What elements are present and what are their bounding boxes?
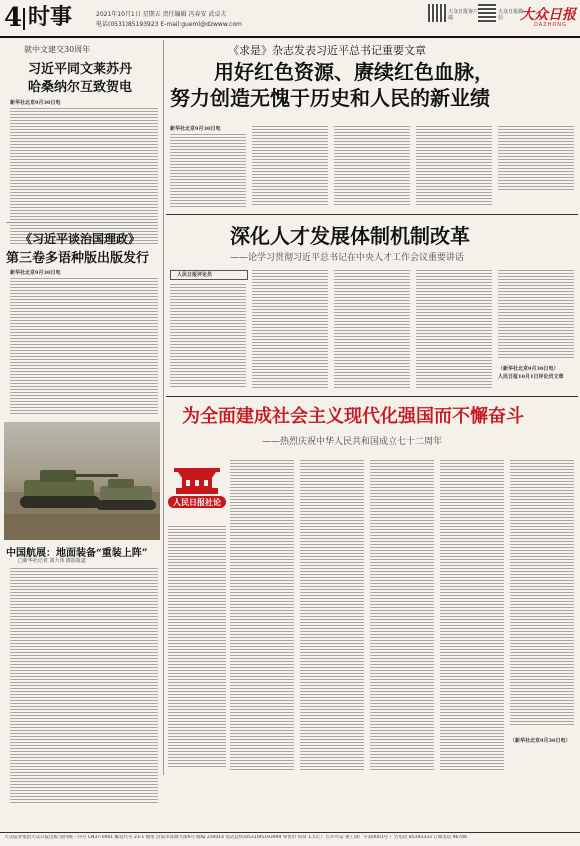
qiushi-dateline: 新华社北京9月30日电 [170,126,221,132]
qr-code-2 [478,4,496,22]
editorial-logo [168,460,226,518]
photo-caption: 中国航展：地面装备“重装上阵” [6,548,148,559]
editorial-col-3 [370,460,434,772]
editorial-byline: （新华社北京9月30日电） [510,738,571,744]
section-title: 时事 [28,5,73,30]
talent-headline: 深化人才发展体制机制改革 [230,224,470,248]
header-divider-bar [23,8,25,30]
qr-code-1-label: 大众日报客户端 [448,9,479,21]
editorial-col-4 [440,460,504,772]
qiushi-col-5 [498,126,574,192]
article-body-governance [10,278,158,416]
editorial-col-2 [300,460,364,772]
article-editorial [166,398,578,775]
masthead-logo-en: DAZHONG [534,22,567,28]
editorial-col-1 [230,460,294,772]
talent-col-5 [498,270,574,360]
editorial-logo-text: 人民日报社论 [173,498,221,507]
talent-bottom-rule [166,396,578,397]
kicker-brunei: 就中文建交30周年 [24,45,91,54]
headline-brunei-1: 习近平同文莱苏丹 [28,62,133,77]
left-column [0,40,162,775]
editorial-col-lower-left [168,526,226,769]
talent-byline-2: 人民日报10月1日评论员文章 [498,374,564,380]
tiananmen-icon [168,460,226,518]
editorial-col-5 [510,460,574,727]
headline-governance-2: 第三卷多语种版出版发行 [6,251,150,266]
talent-col-2 [252,270,328,390]
dateline-governance: 新华社北京9月30日电 [10,270,61,276]
qiushi-col-1 [170,134,246,209]
left-column-divider [163,40,164,775]
editorial-headline: 为全面建成社会主义现代化强国而不懈奋斗 [182,406,524,427]
masthead-logo: 大众日报 [520,7,576,23]
article-qiushi [166,40,578,212]
tank-photo [4,422,160,540]
photo-credit: □新华社记者 刘大伟 摄影报道 [18,558,86,564]
qiushi-col-2 [252,126,328,207]
page-number: 4 [4,3,23,33]
headline-governance-1: 《习近平谈治国理政》 [20,232,141,246]
talent-col-4 [416,270,492,390]
talent-subtitle: ——论学习贯彻习近平总书记在中央人才工作会议重要讲话 [230,253,465,263]
talent-col-1 [170,284,246,389]
qr-code-1 [428,4,446,22]
header-rule [0,36,580,38]
headline-brunei-2: 哈桑纳尔互致贺电 [28,80,133,95]
header-date: 2021年10月1日 星期五 责任编辑 冯春安 武卓夫 [96,11,227,18]
footer-rule [0,832,580,833]
talent-col-3 [334,270,410,390]
qiushi-headline-1: 用好红色资源、赓续红色血脉， [214,60,494,84]
talent-box-text: 人民日报评论员 [177,272,213,278]
qr-code-2-label: 大众日报微信 [498,9,524,21]
qiushi-bottom-rule [166,214,578,215]
qiushi-col-3 [334,126,410,207]
page-header [0,0,580,38]
qiushi-col-4 [416,126,492,207]
article-talent [166,216,578,394]
footer-text: 大众报业集团大众日报出版 国内统一刊号 CN37-0001 邮发代号 23-1 地址 济南市泺源大街6号 邮编 250014 电话总机(0531)85193999 零售价 每份 1.5元 广告许可证 鲁工商广字第0001号 广告电话 85193333 订阅电话 96706 [4,835,468,840]
tank-illustration [4,422,160,540]
left-divider-1 [6,222,156,223]
photo-description-lines [10,568,158,805]
editorial-subtitle: ——热烈庆祝中华人民共和国成立七十二周年 [262,437,443,447]
qiushi-kicker: 《求是》杂志发表习近平总书记重要文章 [228,44,426,57]
talent-box-label [170,270,248,280]
talent-byline: （新华社北京9月30日电） [498,366,559,372]
qiushi-headline-2: 努力创造无愧于历史和人民的新业绩 [170,86,490,110]
article-body-brunei [10,108,158,246]
header-contact: 电话(0531)85193923 E-mail:gueml@dzwww.com [96,21,242,28]
dateline-brunei: 新华社北京9月30日电 [10,100,61,106]
